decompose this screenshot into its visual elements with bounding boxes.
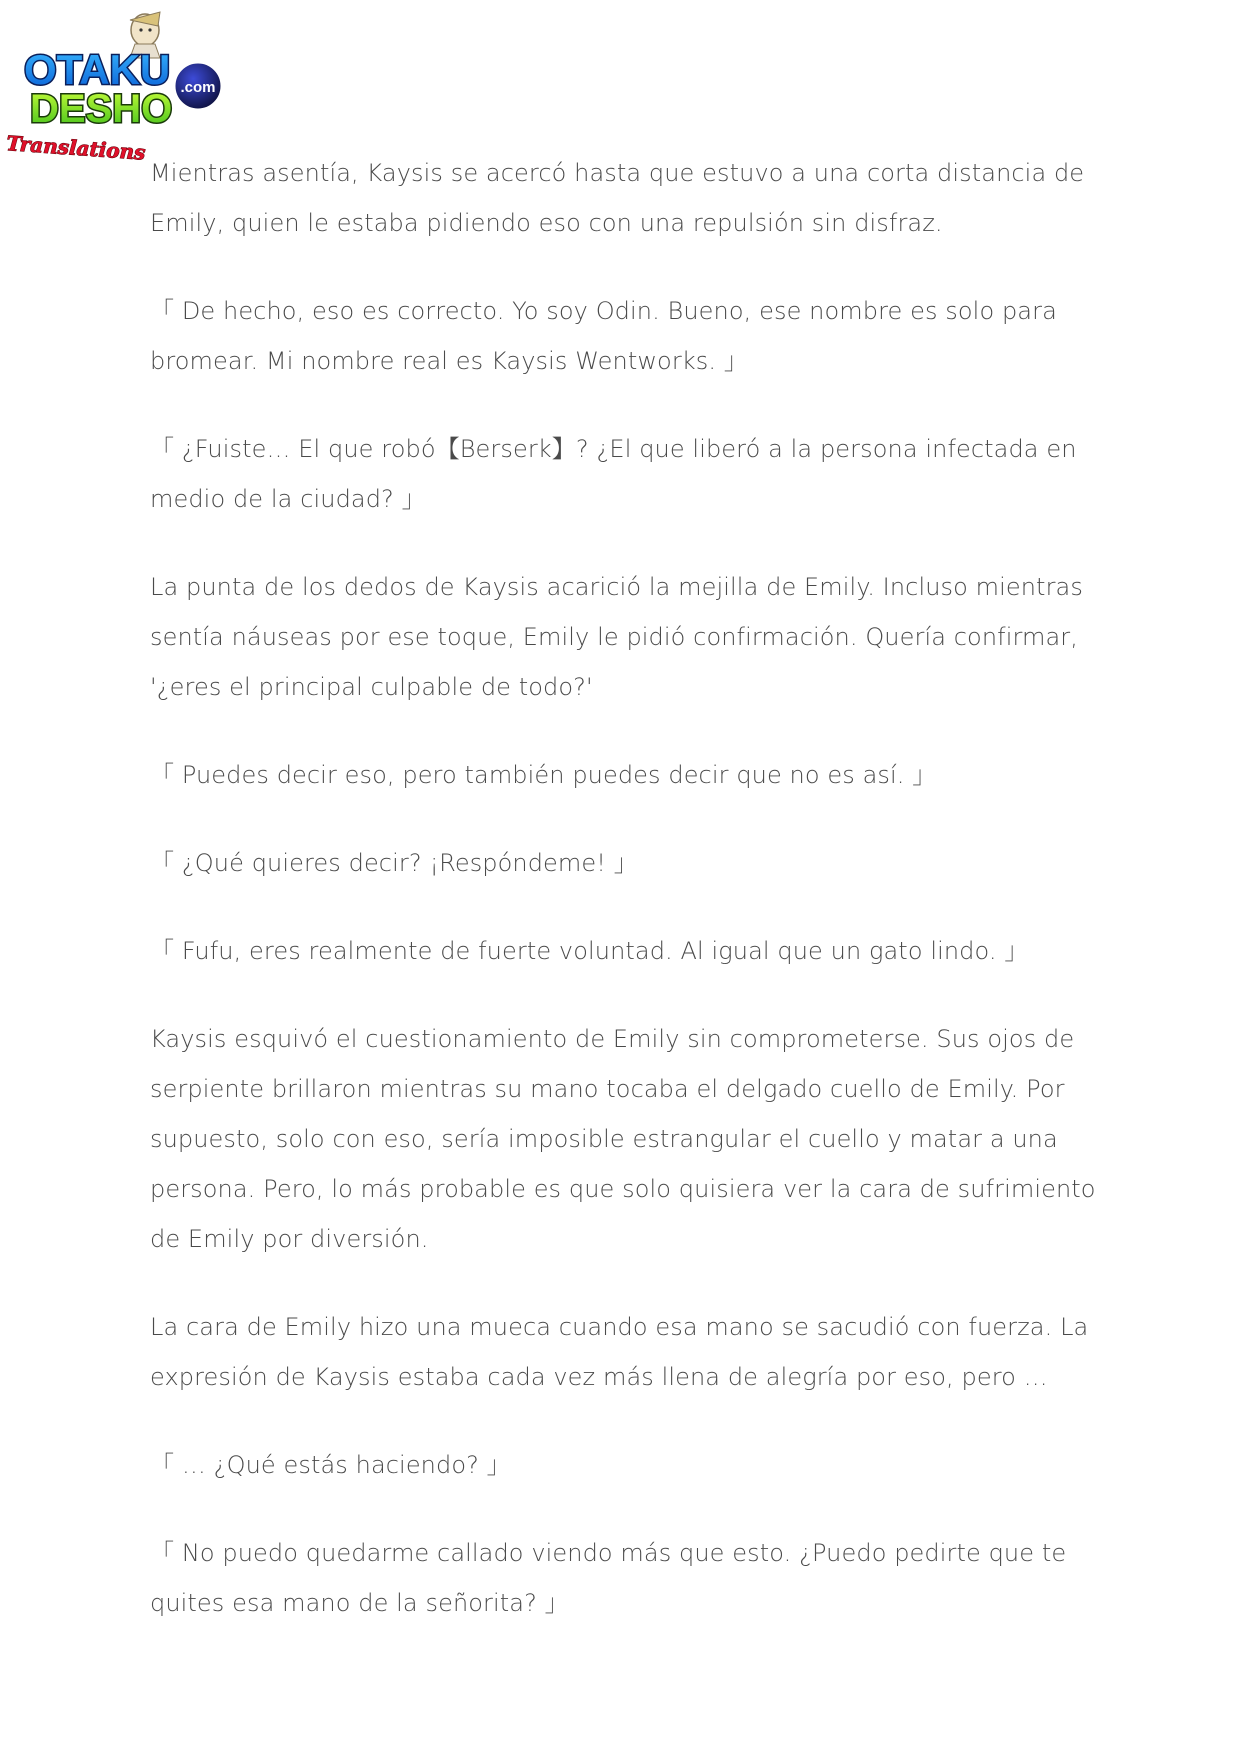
dialogue-line: 「 Fufu, eres realmente de fuerte voluntad. Al igual que un gato lindo. 」 bbox=[150, 937, 1029, 965]
paragraph: Mientras asentía, Kaysis se acercó hasta que estuvo a una corta distancia de Emily, quien le estaba pidiendo eso con una repulsión sin disfraz. bbox=[150, 159, 1085, 237]
dialogue-line: 「 De hecho, eso es correcto. Yo soy Odin. Bueno, ese nombre es solo para bromear. Mi nombre real es Kaysis Wentworks. 」 bbox=[150, 297, 1057, 375]
site-logo bbox=[0, 0, 230, 165]
document-body bbox=[150, 148, 1110, 1666]
dialogue-line: 「 ¿Qué quieres decir? ¡Respóndeme! 」 bbox=[150, 849, 638, 877]
logo-line2: DESHO bbox=[30, 87, 173, 131]
dialogue-line: 「 ¿Fuiste… El que robó【Berserk】? ¿El que liberó a la persona infectada en medio de la ciudad? 」 bbox=[150, 435, 1077, 513]
paragraph: La cara de Emily hizo una mueca cuando esa mano se sacudió con fuerza. La expresión de Kaysis estaba cada vez más llena de alegría por eso, pero … bbox=[150, 1313, 1089, 1391]
logo-suffix: .com bbox=[180, 79, 216, 96]
dialogue-line: 「 … ¿Qué estás haciendo? 」 bbox=[150, 1451, 511, 1479]
paragraph: Kaysis esquivó el cuestionamiento de Emily sin comprometerse. Sus ojos de serpiente brillaron mientras su mano tocaba el delgado cuello de Emily. Por supuesto, solo con eso, sería imposible estrangular el cuello y matar a una persona. Pero, lo más probable es que solo quisiera ver la cara de sufrimiento de Emily por diversión. bbox=[150, 1025, 1096, 1253]
dialogue-line: 「 No puedo quedarme callado viendo más que esto. ¿Puedo pedirte que te quites esa mano de la señorita? 」 bbox=[150, 1539, 1067, 1617]
logo-line1: OTAKU bbox=[24, 46, 171, 93]
dialogue-line: 「 Puedes decir eso, pero también puedes decir que no es así. 」 bbox=[150, 761, 937, 789]
logo-tagline: Translations bbox=[5, 131, 147, 165]
paragraph: La punta de los dedos de Kaysis acarició la mejilla de Emily. Incluso mientras sentía náuseas por ese toque, Emily le pidió confirmación. Quería confirmar, '¿eres el principal culpable de todo?' bbox=[150, 573, 1083, 701]
